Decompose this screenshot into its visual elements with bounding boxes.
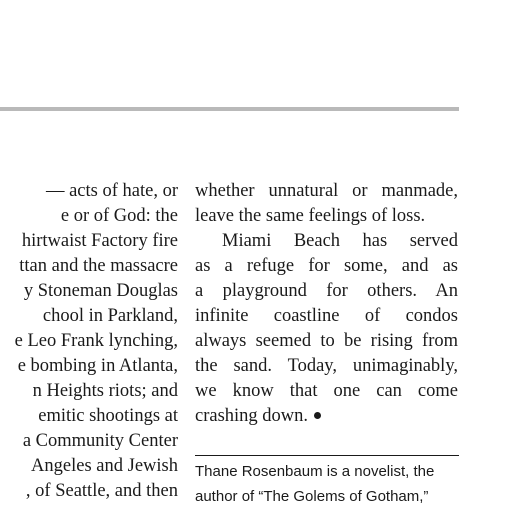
text-line: e Leo Frank lynching, [14,331,178,351]
text-line: a Community Center [22,431,178,451]
bio-line: author of “The Golems of Gotham,” [195,488,429,505]
text-line: e bombing in Atlanta, [17,356,178,376]
text-line: — acts of hate, or [45,181,178,201]
text-line-final [195,404,458,429]
text-line: chool in Parkland, [42,306,178,326]
text-line: Angeles and Jewish [31,456,178,476]
author-bio [195,459,465,509]
text-line: infinite coastline of condos [195,306,458,326]
text-line: leave the same feelings of loss. [195,206,426,226]
text-line: n Heights riots; and [32,381,178,401]
text-line: hirtwaist Factory fire [21,231,178,251]
article-left-column [0,179,178,504]
paragraph-first-line: Miami Beach has served [222,231,458,251]
text-line: e or of God: the [60,206,178,226]
text-line: y Stoneman Douglas [23,281,178,301]
final-text: crashing down. [195,406,309,426]
text-line: as a refuge for some, and as [195,256,458,276]
text-line: we know that one can come [195,381,458,401]
section-divider-rule [0,107,459,111]
article-right-column [195,179,458,429]
end-mark-bullet-icon [314,412,321,419]
text-line: a playground for others. An [195,281,458,301]
text-line: , of Seattle, and then [25,481,178,501]
text-line: whether unnatural or manmade, [195,181,458,201]
bio-line: Thane Rosenbaum is a novelist, the [195,463,435,480]
text-line: ttan and the massacre [19,256,178,276]
text-line: emitic shootings at [38,406,178,426]
text-line: always seemed to be rising from [195,331,458,351]
text-line: the sand. Today, unimaginably, [195,356,458,376]
bio-divider-rule [195,455,459,456]
